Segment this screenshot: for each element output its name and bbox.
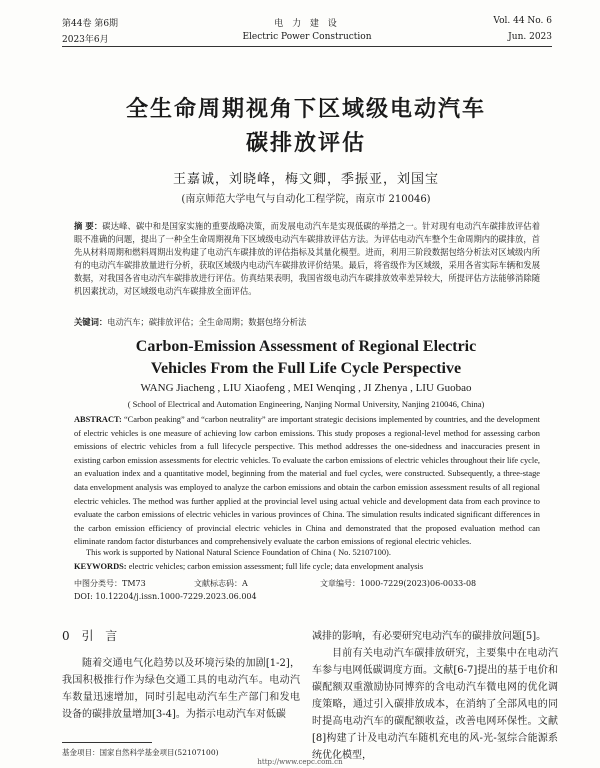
document-code: 文献标志码：A xyxy=(194,579,248,588)
title-en-line2: Vehicles From the Full Life Cycle Perspective xyxy=(150,360,462,377)
funding-note-en: This work is supported by National Natural Science Foundation of China ( No. 52107100). xyxy=(86,548,391,557)
keywords-cn-text: 电动汽车；碳排放评估；全生命周期；数据包络分析法 xyxy=(107,317,307,327)
header-journal-cn: 电 力 建 设 xyxy=(274,19,340,29)
affiliation-cn: (南京师范大学电气与自动化工程学院，南京市 210046) xyxy=(181,194,431,205)
abstract-cn xyxy=(74,220,540,298)
intro-right-column xyxy=(312,628,558,764)
footnote-funding: 基金项目：国家自然科学基金项目(52107100) xyxy=(62,748,219,757)
running-header xyxy=(62,12,552,50)
abstract-cn-label: 摘 要： xyxy=(74,221,103,231)
abstract-cn-text: 碳达峰、碳中和是国家实施的重要战略决策，而发展电动汽车是实现低碳的举措之一。针对现有电动汽车碳排放评估着眼不准确的问题，提出了一种全生命周期视角下区域级电动汽车碳排放评估方法。为评估电动汽车整个生命周期内的碳排放，首先从材料周期和燃料周期出发构建了电动汽车碳排放的评估指标及其量化模型。进而，利用三阶段数据包络分析法对区域级内所有的电动汽车碳排放量进行分析，获取区域级内电动汽车碳排放评价结果。最后，将省级作为区域级，采用各省实际车辆和发展数据，对我国各省电动汽车碳排放进行评估。仿真结果表明，我国省级电动汽车碳排放效率差异较大，所提评估方法能够消除随机因素扰动，对区域级电动汽车碳排放全面评估。 xyxy=(74,221,540,296)
affiliation-en: ( School of Electrical and Automation Engineering, Nanjing Normal University, Nanjing 210046, China) xyxy=(127,399,485,409)
abstract-en xyxy=(74,413,540,549)
title-en xyxy=(60,336,552,380)
intro-left-column xyxy=(62,628,300,723)
authors-cn: 王嘉诚，刘晓峰，梅文卿，季振亚，刘国宝 xyxy=(172,172,439,187)
keywords-en-label: KEYWORDS: xyxy=(74,562,127,571)
title-en-line1: Carbon-Emission Assessment of Regional Electric xyxy=(135,338,477,355)
abstract-en-label: ABSTRACT: xyxy=(74,415,122,424)
intro-paragraph-1-cont: 减排的影响，有必要研究电动汽车的碳排放问题[5]。 xyxy=(312,631,547,642)
title-cn-line1: 全生命周期视角下区域级电动汽车 xyxy=(125,96,486,122)
title-cn-line2: 碳排放评估 xyxy=(245,130,366,156)
doi: DOI: 10.12204/j.issn.1000-7229.2023.06.004 xyxy=(74,592,257,601)
footnote-rule xyxy=(62,742,152,743)
header-journal-en: Electric Power Construction xyxy=(242,32,372,42)
header-volume-cn: 第44卷 第6期 xyxy=(62,19,119,29)
keywords-en-text: electric vehicles; carbon emission assessment; full life cycle; data envelopment analysis xyxy=(128,562,424,571)
section-heading: 0 引 言 xyxy=(62,629,122,643)
abstract-en-text: “Carbon peaking” and “carbon neutrality” are important strategic decisions implemented by countries, and the development of electric vehicles is one measure of achieving low carbon emissions. This study proposes a regional-level method for assessing carbon emissions of electric vehicles from a full lifecycle perspective. This method addresses the one-sidedness and inaccuracies present in existing carbon emission assessments for electric vehicles. To evaluate the carbon emissions of electric vehicles throughout their life cycle, an evaluation index and a quantitative model, beginning from the material and fuel cycles, were constructed. Subsequently, a three-stage data envelopment analysis was employed to analyze the carbon emissions and obtain the carbon emission assessment results of all regional electric vehicles. The method was further applied at the provincial level using actual vehicle and development data from each province to evaluate the carbon emissions of electric vehicles in various provinces of China. The simulation results indicated significant differences in the carbon emission efficiency of provincial electric vehicles in China and demonstrated that the proposed evaluation method can eliminate random factor disturbances and comprehensively evaluate the carbon emissions of regional electric vehicles. xyxy=(74,415,541,547)
clc-number: 中图分类号：TM73 xyxy=(74,579,146,588)
header-rule xyxy=(62,46,552,47)
title-cn xyxy=(60,92,552,160)
keywords-cn-label: 关键词： xyxy=(74,317,108,327)
intro-paragraph-2: 目前有关电动汽车碳排放研究，主要集中在电动汽车参与电网低碳调度方面。文献[6-7]提出的基于电价和碳配额双重激励协同博弈的含电动汽车微电网的优化调度策略，通过引入碳排放成本，在消纳了全部风电的同时提高电动汽车的碳配额收益，改善电网环保性。文献[8]构建了计及电动汽车随机充电的风-光-氢综合能源系统优化模型， xyxy=(312,648,558,761)
page-footer-url: http://www.cepc.com.cn xyxy=(257,758,343,766)
header-volume-en: Vol. 44 No. 6 xyxy=(493,16,552,26)
authors-en: WANG Jiacheng , LIU Xiaofeng , MEI Wenqing , JI Zhenya , LIU Guobao xyxy=(140,382,472,394)
intro-paragraph-1: 随着交通电气化趋势以及环境污染的加剧[1-2]，我国积极推行作为绿色交通工具的电动汽车。电动汽车数量迅速增加，同时引起电动汽车生产部门和发电设备的碳排放量增加[3-4]。为指示电动汽车对低碳 xyxy=(62,658,300,720)
article-number: 文章编号：1000-7229(2023)06-0033-08 xyxy=(320,579,477,588)
header-date-cn: 2023年6月 xyxy=(62,35,109,45)
keywords-en xyxy=(74,562,540,571)
keywords-cn xyxy=(74,316,540,329)
header-date-en: Jun. 2023 xyxy=(508,32,552,42)
